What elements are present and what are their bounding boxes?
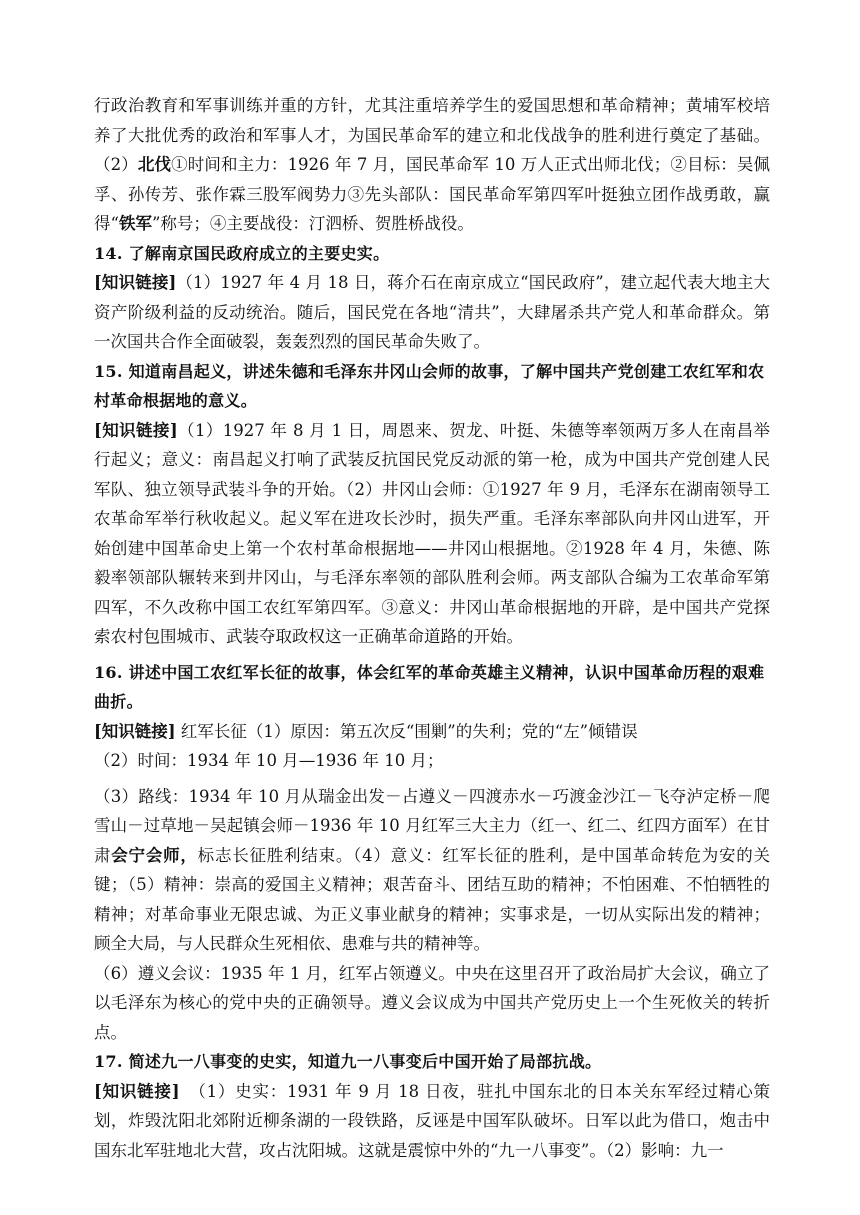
paragraph [94,782,770,959]
text-run: 17. 简述九一八事变的史实，知道九一八事变后中国开始了局部抗战。 [94,1052,602,1071]
text-run: ①时间和主力：1926 年 7 月，国民革命军 10 万人正式出师北伐；②目标：吴佩孚、孙传芳、张作霖三股军阀势力③先头部队：国民革命军第四军叶挺独立团作战勇敢，赢得“ [94,155,771,233]
bold-text: [知识链接] [94,420,178,440]
topic-heading [94,357,770,416]
paragraph [94,1077,770,1166]
document-page [94,91,770,1165]
text-run: 14. 了解南京国民政府成立的主要史实。 [94,243,390,263]
paragraph [94,746,770,776]
topic-heading [94,239,770,269]
bold-text: 会宁会师， [111,845,198,865]
bold-text: 北伐 [137,155,172,174]
text-run: （1）1927 年 8 月 1 日，周恩来、贺龙、叶挺、朱德等率领两万多人在南昌举行起义；意义：南昌起义打响了武装反抗国民党反动派的第一枪，成为中国共产党创建人民军队、独立领导武装斗争的开始。（2）井冈山会师：①1927 年 9 月，毛泽东在湖南领导工农革命军举行秋收起义。起义军在进攻长沙时，损失严重。毛泽东率部队向井冈山进军，开始创建中国革命史上第一个农村革命根据地——井冈山根据地。②1928 年 4 月，朱德、陈毅率领部队辗转来到井冈山，与毛泽东率领的部队胜利会师。两支部队合编为工农革命军第四军，不久改称中国工农红军第四军。③意义：井冈山革命根据地的开辟，是中国共产党探索农村包围城市、武装夺取政权这一正确革命道路的开始。 [94,420,770,646]
paragraph [94,717,770,747]
text-run: 15. 知道南昌起义，讲述朱德和毛泽东井冈山会师的故事，了解中国共产党创建工农红军和农村革命根据地的意义。 [94,361,765,410]
text-run: （1）史实：1931 年 9 月 18 日夜，驻扎中国东北的日本关东军经过精心策划，炸毁沈阳北郊附近柳条湖的一段铁路，反诬是中国军队破坏。日军以此为借口，炮击中国东北军驻地北大营，攻占沈阳城。这就是震惊中外的“九一八事变”。（2）影响：九一 [94,1081,770,1160]
paragraph [94,959,770,1048]
bold-text: [知识链接] [94,1081,180,1101]
paragraph [94,268,770,357]
paragraph [94,91,770,239]
text-run: 行政治教育和军事训练并重的方针，尤其注重培养学生的爱国思想和革命精神；黄埔军校培养了大批优秀的政治和军事人才，为国民革命军的建立和北伐战争的胜利进行奠定了基础。（2） [94,96,770,174]
paragraph [94,416,770,652]
text-run: 16. 讲述中国工农红军长征的故事，体会红军的革命英雄主义精神，认识中国革命历程的艰难曲折。 [94,662,765,711]
topic-heading [94,1047,770,1077]
text-run: （6）遵义会议：1935 年 1 月，红军占领遵义。中央在这里召开了政治局扩大会议，确立了以毛泽东为核心的党中央的正确领导。遵义会议成为中国共产党历史上一个生死攸关的转折点。 [94,963,770,1042]
text-run: 红军长征（1）原因：第五次反“围剿”的失利；党的“左”倾错误 [175,721,638,741]
text-run: ”称号；④主要战役：汀泗桥、贺胜桥战役。 [151,214,474,233]
topic-heading [94,658,770,717]
bold-text: [知识链接] [94,273,177,292]
bold-text: 铁军 [118,214,152,233]
text-run: 标志长征胜利结束。（4）意义：红军长征的胜利，是中国革命转危为安的关键；（5）精神：崇高的爱国主义精神；艰苦奋斗、团结互助的精神；不怕困难、不怕牺牲的精神；对革命事业无限忠诚、为正义事业献身的精神；实事求是，一切从实际出发的精神；顾全大局，与人民群众生死相依、患难与共的精神等。 [94,845,771,953]
text-run: （3）路线：1934 年 10 月从瑞金出发－占遵义－四渡赤水－巧渡金沙江－飞夺泸定桥－爬雪山－过草地－吴起镇会师－1936 年 10 月红军三大主力（红一、红二、红四方面军）在甘肃 [94,786,770,865]
text-run: （1）1927 年 4 月 18 日，蒋介石在南京成立“国民政府”，建立起代表大地主大资产阶级利益的反动统治。随后，国民党在各地“清共”，大肆屠杀共产党人和革命群众。第一次国共合作全面破裂，轰轰烈烈的国民革命失败了。 [94,273,770,351]
bold-text: [知识链接] [94,721,176,741]
text-run: （2）时间：1934 年 10 月—1936 年 10 月； [94,751,444,770]
